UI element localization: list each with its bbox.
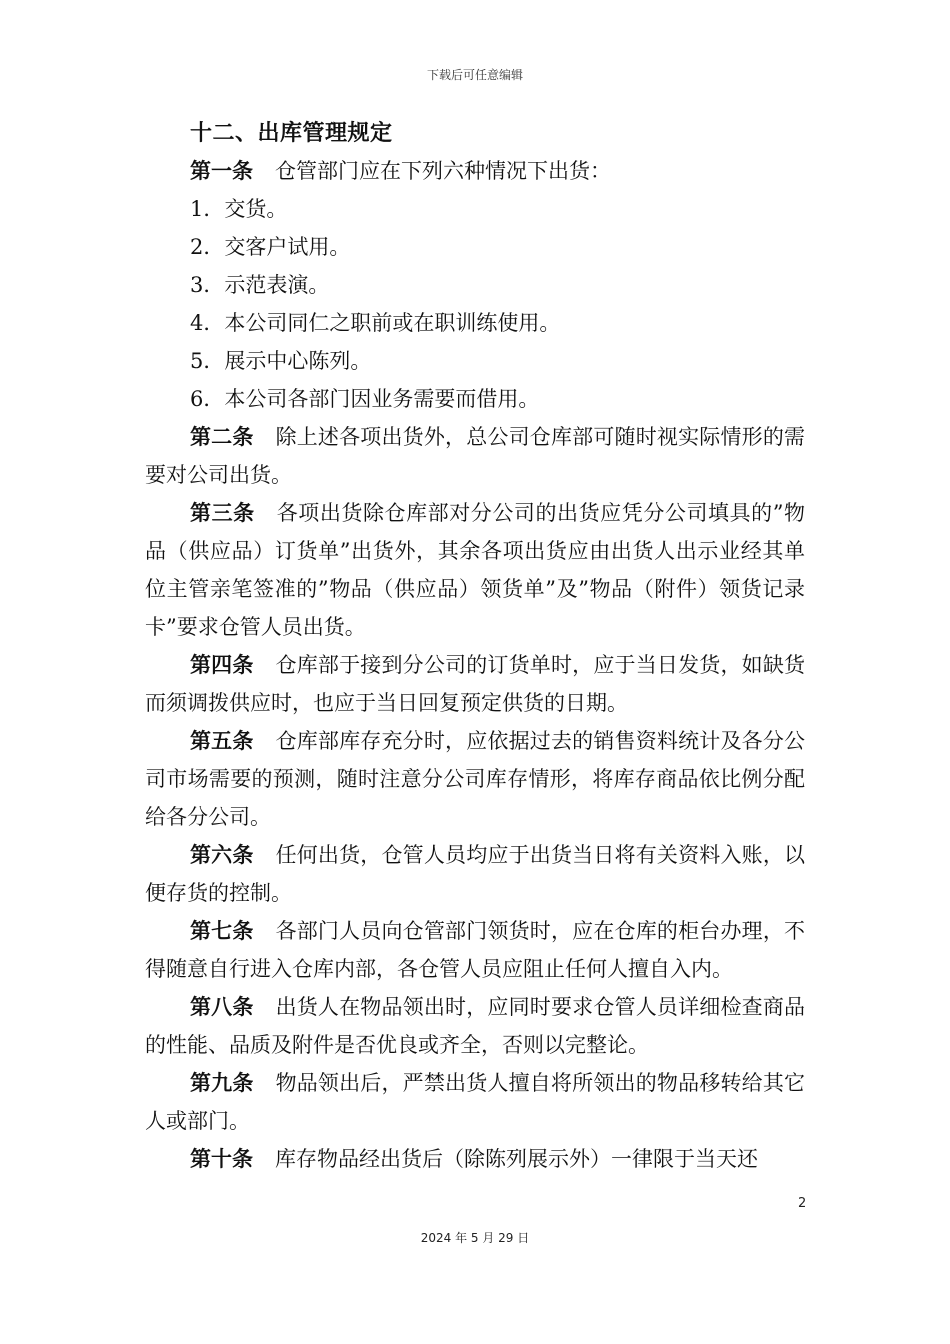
- list-item: 2．交客户试用。: [190, 235, 351, 259]
- list-item: 3．示范表演。: [190, 273, 330, 297]
- article-label: 第四条: [190, 653, 254, 677]
- article-5: [145, 722, 805, 836]
- page-number: 2: [798, 1196, 807, 1211]
- article-8: [145, 988, 805, 1064]
- page-footer-date: 2024 年 5 月 29 日: [420, 1231, 530, 1245]
- article-label: 第九条: [190, 1071, 254, 1095]
- article-label: 第一条: [190, 159, 253, 183]
- article-text: 库存物品经出货后（除陈列展示外）一律限于当天还: [275, 1147, 758, 1171]
- article-4: [145, 646, 805, 722]
- article-text: 仓管部门应在下列六种情况下出货：: [275, 159, 611, 183]
- document-body: [145, 114, 805, 1178]
- article-3: [145, 494, 805, 646]
- article-7: [145, 912, 805, 988]
- article-text: 仓库部于接到分公司的订货单时，应于当日发货，如缺货而须调拨供应时，也应于当日回复预定供货的日期。: [145, 653, 806, 715]
- section-title: 十二、出库管理规定: [190, 120, 393, 146]
- article-10: [145, 1140, 805, 1178]
- article-label: 第三条: [190, 501, 255, 525]
- article-text: 各部门人员向仓管部门领货时，应在仓库的柜台办理，不得随意自行进入仓库内部，各仓管人员应阻止任何人擅自入内。: [145, 919, 806, 981]
- article-6: [145, 836, 805, 912]
- list-item: 1．交货。: [190, 197, 288, 221]
- list-item: 4．本公司同仁之职前或在职训练使用。: [190, 311, 561, 335]
- article-text: 物品领出后，严禁出货人擅自将所领出的物品移转给其它人或部门。: [145, 1071, 806, 1133]
- article-2: [145, 418, 805, 494]
- article-label: 第六条: [190, 843, 254, 867]
- article-text: 仓库部库存充分时，应依据过去的销售资料统计及各分公司市场需要的预测，随时注意分公司库存情形，将库存商品依比例分配给各分公司。: [145, 729, 806, 829]
- list-item: 6．本公司各部门因业务需要而借用。: [190, 387, 540, 411]
- article-text: 除上述各项出货外，总公司仓库部可随时视实际情形的需要对公司出货。: [145, 425, 806, 487]
- article-label: 第七条: [190, 919, 254, 943]
- article-label: 第十条: [190, 1147, 253, 1171]
- page-header: 下载后可任意编辑: [426, 68, 523, 82]
- article-text: 各项出货除仓库部对分公司的出货应凭分公司填具的”物品（供应品）订货单”出货外，其余各项出货应由出货人出示业经其单位主管亲笔签准的”物品（供应品）领货单”及”物品（附件）领货记录卡”要求仓管人员出货。: [145, 501, 806, 639]
- article-text: 任何出货，仓管人员均应于出货当日将有关资料入账，以便存货的控制。: [145, 843, 806, 905]
- article-label: 第五条: [190, 729, 254, 753]
- article-9: [145, 1064, 805, 1140]
- article-label: 第八条: [190, 995, 254, 1019]
- article-text: 出货人在物品领出时，应同时要求仓管人员详细检查商品的性能、品质及附件是否优良或齐全，否则以完整论。: [145, 995, 806, 1057]
- article-1: [145, 152, 805, 190]
- article-label: 第二条: [190, 425, 254, 449]
- list-item: 5．展示中心陈列。: [190, 349, 372, 373]
